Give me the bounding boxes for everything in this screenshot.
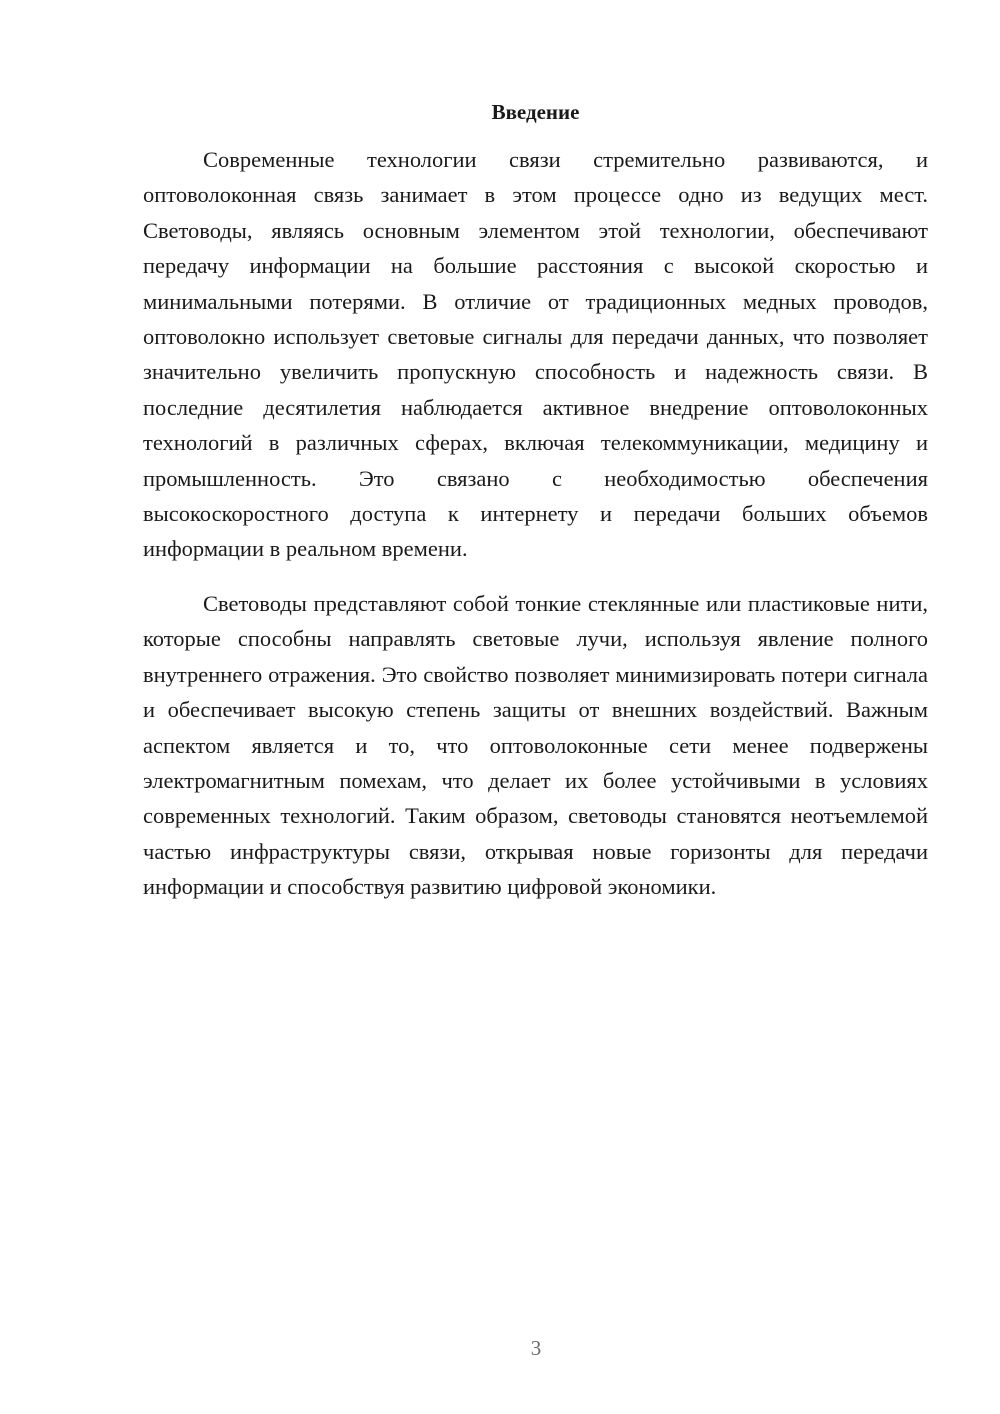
paragraph-2: Световоды представляют собой тонкие стеклянные или пластиковые нити, которые способны направлять световые лучи, используя явление полного внутреннего отражения. Это свойство позволяет минимизировать потери сигнала и обеспечивает высокую степень защиты от внешних воздействий. Важным аспектом является и то, что оптоволоконные сети менее подвержены электромагнитным помехам, что делает их более устойчивыми в условиях современных технологий. Таким образом, световоды становятся неотъемлемой частью инфраструктуры связи, открывая новые горизонты для передачи информации и способствуя развитию цифровой экономики. xyxy=(143,590,928,900)
body-text xyxy=(143,142,928,905)
section-heading: Введение xyxy=(491,100,580,124)
paragraph-1: Современные технологии связи стремительно развиваются, и оптоволоконная связь занимает в этом процессе одно из ведущих мест. Световоды, являясь основным элементом этой технологии, обеспечивают передачу информации на большие расстояния с высокой скоростью и минимальными потерями. В отличие от традиционных медных проводов, оптоволокно использует световые сигналы для передачи данных, что позволяет значительно увеличить пропускную способность и надежность связи. В последние десятилетия наблюдается активное внедрение оптоволоконных технологий в различных сферах, включая телекоммуникации, медицину и промышленность. Это связано с необходимостью обеспечения высокоскоростного доступа к интернету и передачи больших объемов информации в реальном времени. xyxy=(143,147,928,562)
page-number: 3 xyxy=(530,1336,542,1360)
